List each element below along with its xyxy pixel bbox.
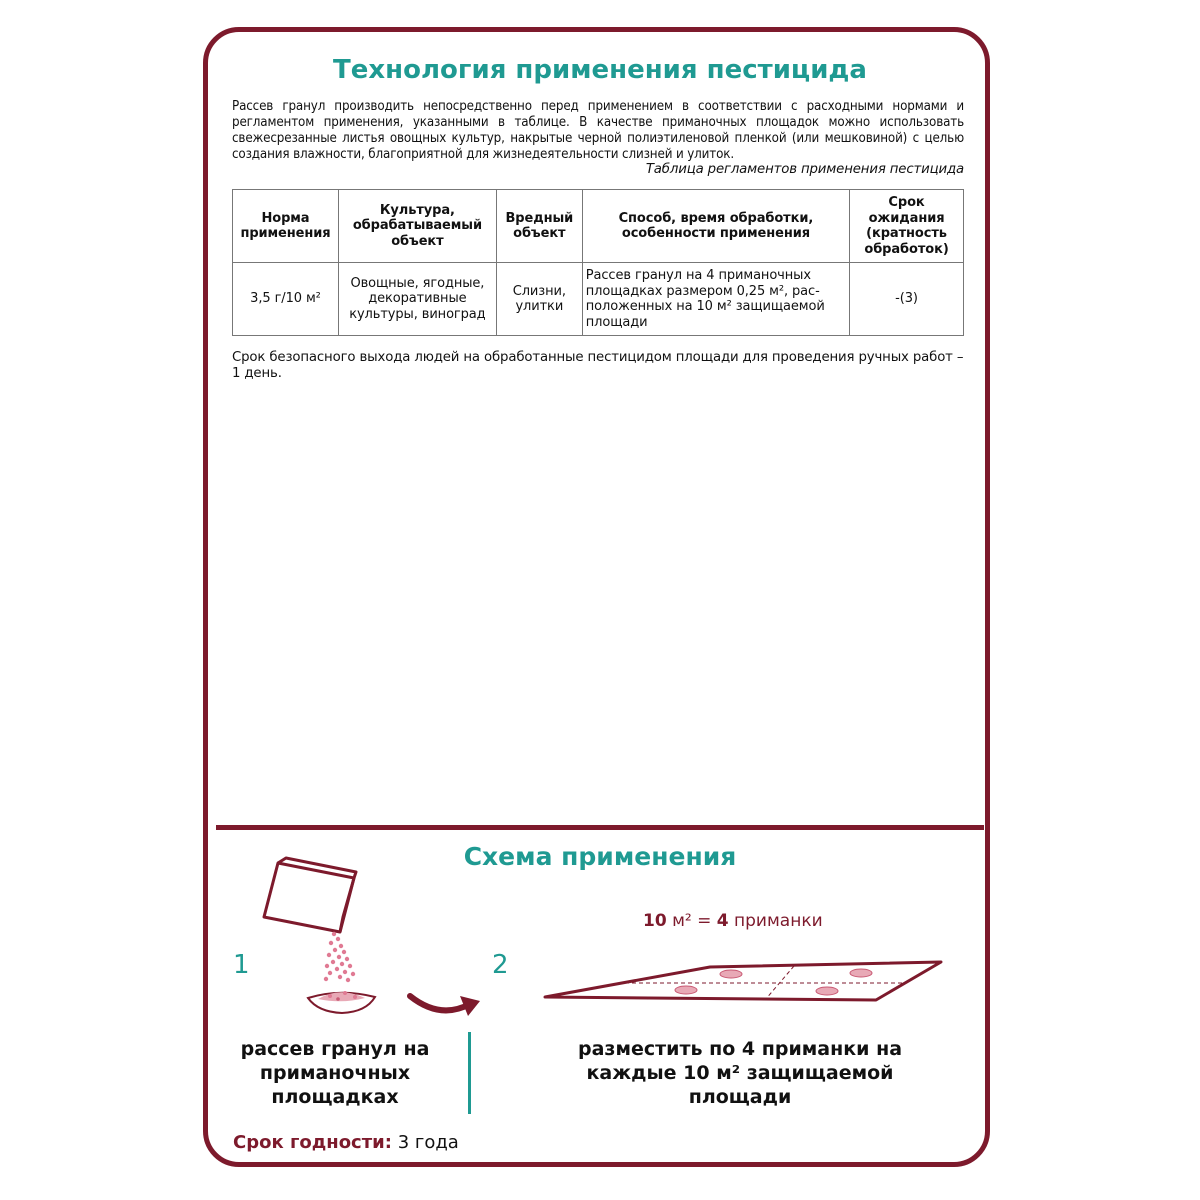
header-rate: Норма применения xyxy=(233,190,339,263)
table-caption: Таблица регламентов применения пестицида xyxy=(645,162,964,177)
cell-rate: 3,5 г/10 м² xyxy=(233,263,339,336)
shelf-life-value: 3 года xyxy=(391,1132,459,1153)
intro-paragraph: Рассев гранул производить непосредственно перед применением в соответствии с расходными нормами и регламентом применения, указанными в таблице. В качестве приманочных площадок можно использовать свежесрезанные листья овощных культур, накрытые черной полиэтиленовой пленкой (или мешковиной) с целью создания влажности, благоприятной для жизнедеятельности слизней и улиток. xyxy=(232,99,964,162)
formula-area-value: 10 xyxy=(643,911,667,931)
granules-icon xyxy=(324,932,355,982)
header-waiting-period: Срок ожидания (кратность обработок) xyxy=(850,190,964,263)
cell-method: Рассев гранул на 4 приманочных площадках размером 0,25 м², расположенных на 10 м² защищаемой площади xyxy=(582,263,849,336)
header-pest: Вредный объект xyxy=(496,190,582,263)
header-crop: Культура, обрабатываемый объект xyxy=(338,190,496,263)
cell-crop: Овощные, ягодные, декоративные культуры, виноград xyxy=(338,263,496,336)
step-2-number: 2 xyxy=(492,950,509,980)
shelf-life xyxy=(233,1132,459,1153)
cell-waiting-period: -(3) xyxy=(850,263,964,336)
safety-note: Срок безопасного выхода людей на обработанные пестицидом площади для проведения ручных работ – 1 день. xyxy=(232,350,964,381)
curved-arrow-icon xyxy=(410,996,480,1016)
steps-separator xyxy=(468,1032,471,1114)
shelf-life-label: Срок годности: xyxy=(233,1132,392,1153)
formula-baits-value: 4 xyxy=(716,911,729,931)
formula-tail: приманки xyxy=(728,911,823,931)
step-2-text: разместить по 4 приманки на каждые 10 м² защищаемой площади xyxy=(577,1038,903,1108)
page-title: Технология применения пестицида xyxy=(333,55,867,85)
bait-formula xyxy=(643,911,823,931)
bait-pile-icon xyxy=(308,991,375,1013)
formula-mid: м² = xyxy=(666,911,717,931)
step-1-text: рассев гранул на приманочных площадках xyxy=(240,1038,430,1108)
step-1-number: 1 xyxy=(233,950,250,980)
field-plot-icon xyxy=(545,962,941,1000)
header-method: Способ, время обработки, особенности применения xyxy=(582,190,849,263)
schema-title: Схема применения xyxy=(463,842,737,871)
cell-pest: Слизни, улитки xyxy=(496,263,582,336)
bag-icon xyxy=(264,858,356,932)
